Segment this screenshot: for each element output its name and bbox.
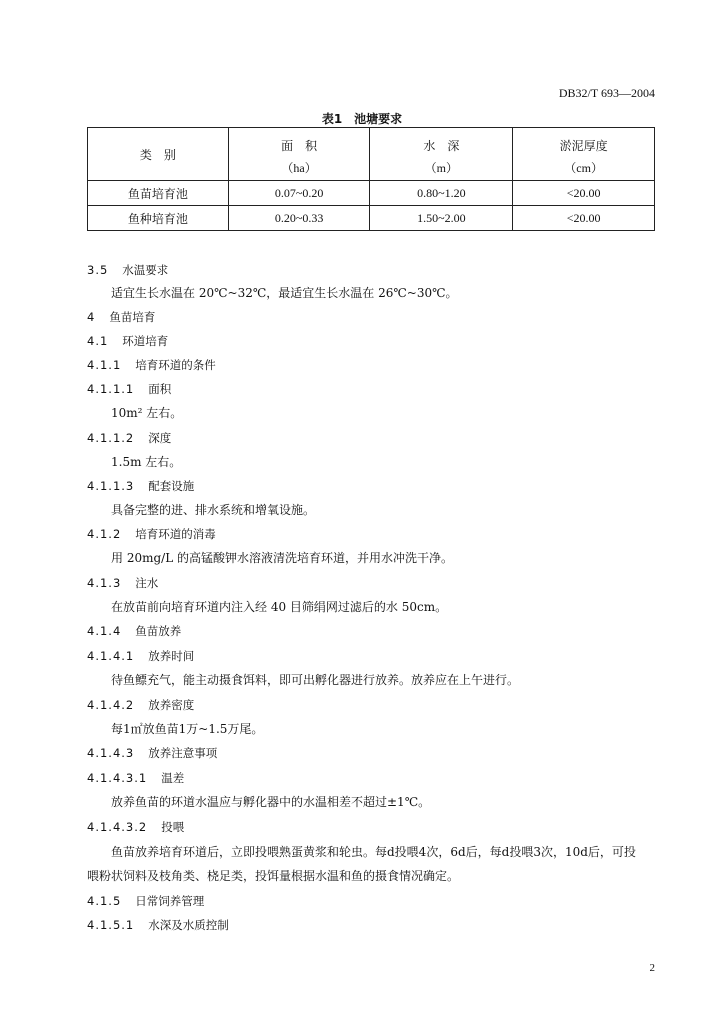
paragraph-depth: 1.5m 左右。 <box>111 455 182 469</box>
section-heading-4-1-3: 4.1.3 注水 <box>87 576 159 590</box>
column-unit-area: （ha） <box>228 154 370 181</box>
section-heading-3-5: 3.5 水温要求 <box>87 263 169 277</box>
table-cell: 1.50~2.00 <box>370 206 513 231</box>
section-heading-4-1-4-3-2: 4.1.4.3.2 投喂 <box>87 820 185 834</box>
section-heading-4-1-4-1: 4.1.4.1 放养时间 <box>87 649 195 663</box>
table-row <box>88 181 655 206</box>
column-unit-depth: （m） <box>370 154 513 181</box>
table-cell: 鱼苗培育池 <box>88 181 229 206</box>
paragraph-facilities: 具备完整的进、排水系统和增氧设施。 <box>111 503 316 517</box>
section-heading-4-1-4-3-1: 4.1.4.3.1 温差 <box>87 771 185 785</box>
section-heading-4-1-1-3: 4.1.1.3 配套设施 <box>87 479 195 493</box>
table-cell: 鱼种培育池 <box>88 206 229 231</box>
table-caption: 表1 池塘要求 <box>321 112 403 126</box>
section-heading-4-1: 4.1 环道培育 <box>87 334 169 348</box>
column-header-silt: 淤泥厚度 <box>513 128 655 155</box>
column-header-category: 类 别 <box>88 128 229 181</box>
paragraph-stocking-time: 待鱼鳔充气，能主动摄食饵料，即可出孵化器进行放养。放养应在上午进行。 <box>111 673 520 687</box>
page-number: 2 <box>649 962 655 974</box>
paragraph-water-temperature: 适宜生长水温在 20℃~32℃，最适宜生长水温在 26℃~30℃。 <box>111 286 458 300</box>
paragraph-area: 10m² 左右。 <box>111 406 183 420</box>
section-heading-4: 4 鱼苗培育 <box>87 310 156 324</box>
section-heading-4-1-4-2: 4.1.4.2 放养密度 <box>87 698 195 712</box>
column-unit-silt: （cm） <box>513 154 655 181</box>
paragraph-water-filling: 在放苗前向培育环道内注入经 40 目筛绢网过滤后的水 50cm。 <box>111 600 448 614</box>
paragraph-disinfection: 用 20mg/L 的高锰酸钾水溶液清洗培育环道，并用水冲洗干净。 <box>111 551 453 565</box>
section-heading-4-1-1-1: 4.1.1.1 面积 <box>87 382 172 396</box>
section-heading-4-1-1: 4.1.1 培育环道的条件 <box>87 358 216 372</box>
column-header-depth: 水 深 <box>370 128 513 155</box>
paragraph-stocking-density: 每1㎡放鱼苗1万~1.5万尾。 <box>111 722 264 736</box>
section-heading-4-1-1-2: 4.1.1.2 深度 <box>87 431 172 445</box>
section-heading-4-1-4: 4.1.4 鱼苗放养 <box>87 624 182 638</box>
section-heading-4-1-2: 4.1.2 培育环道的消毒 <box>87 527 216 541</box>
column-header-area: 面 积 <box>228 128 370 155</box>
table-cell: 0.20~0.33 <box>228 206 370 231</box>
table-header-row <box>88 128 655 155</box>
table-cell: 0.07~0.20 <box>228 181 370 206</box>
section-heading-4-1-5: 4.1.5 日常饲养管理 <box>87 894 205 908</box>
table-cell: <20.00 <box>513 206 655 231</box>
paragraph-feeding-line-2: 喂粉状饲料及枝角类、桡足类，投饵量根据水温和鱼的摄食情况确定。 <box>87 869 460 883</box>
section-heading-4-1-5-1: 4.1.5.1 水深及水质控制 <box>87 918 229 932</box>
table-cell: <20.00 <box>513 181 655 206</box>
table-row <box>88 206 655 231</box>
paragraph-feeding-line-1: 鱼苗放养培育环道后，立即投喂熟蛋黄浆和轮虫。每d投喂4次，6d后，每d投喂3次，10d后，可投 <box>111 845 636 859</box>
table-cell: 0.80~1.20 <box>370 181 513 206</box>
paragraph-temperature-difference: 放养鱼苗的环道水温应与孵化器中的水温相差不超过±1℃。 <box>111 795 431 809</box>
pond-requirements-table <box>87 127 655 231</box>
standard-code: DB32/T 693—2004 <box>558 86 655 100</box>
section-heading-4-1-4-3: 4.1.4.3 放养注意事项 <box>87 746 218 760</box>
